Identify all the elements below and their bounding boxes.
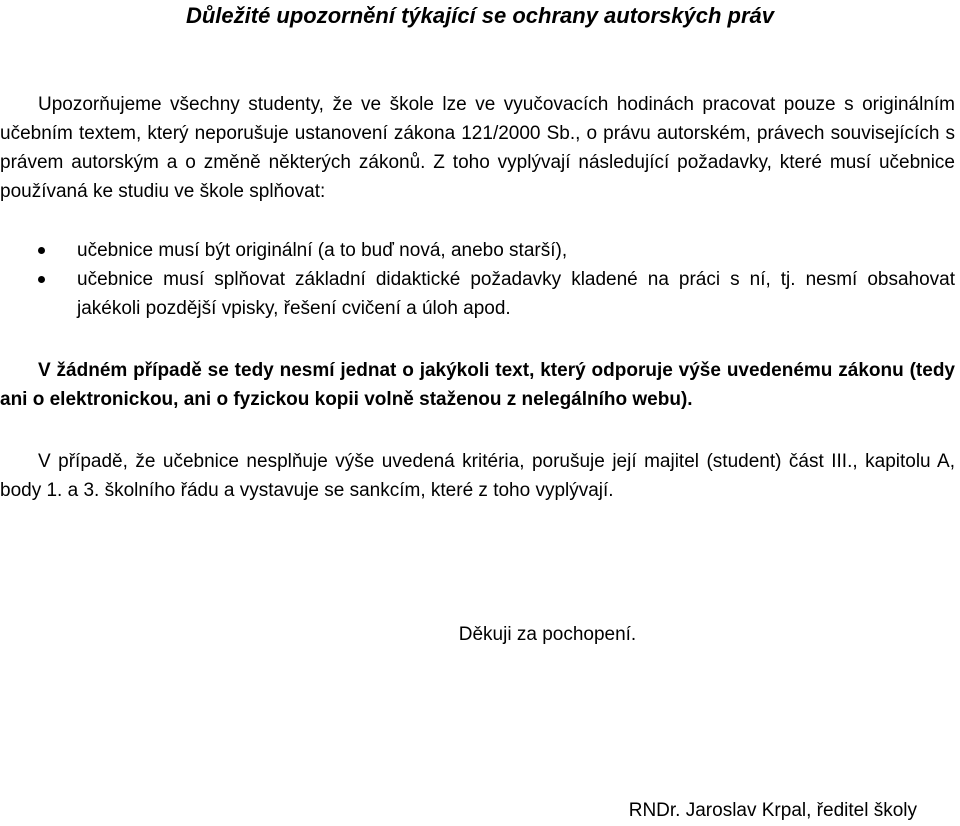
intro-paragraph: Upozorňujeme všechny studenty, že ve škole lze ve vyučovacích hodinách pracovat pouze s originálním učebním textem, který neporušuje ustanovení zákona 121/2000 Sb., o právu autorském, právech souvisejících s právem autorským a o změně některých zákonů. Z toho vyplývají následující požadavky, které musí učebnice používaná ke studiu ve škole splňovat: xyxy=(0,94,955,202)
page-title: Důležité upozornění týkající se ochrany autorských práv xyxy=(185,3,775,28)
bold-warning-paragraph: V žádném případě se tedy nesmí jednat o jakýkoli text, který odporuje výše uvedenému zákonu (tedy ani o elektronickou, ani o fyzickou kopii volně staženou z nelegálního webu). xyxy=(0,360,955,410)
requirement-text: učebnice musí být originální (a to buď nová, anebo starší), xyxy=(77,240,568,261)
requirement-text: učebnice musí splňovat základní didaktické požadavky kladené na práci s ní, tj. nesmí obsahovat jakékoli pozdější vpisky, řešení cvičení a úloh apod. xyxy=(77,269,955,319)
list-item xyxy=(0,265,955,323)
bullet-icon xyxy=(38,247,45,254)
consequence-paragraph: V případě, že učebnice nesplňuje výše uvedená kritéria, porušuje její majitel (student) část III., kapitolu A, body 1. a 3. školního řádu a vystavuje se sankcím, které z toho vyplývají. xyxy=(0,451,955,501)
requirements-list xyxy=(0,236,955,323)
bullet-icon xyxy=(38,276,45,283)
list-item xyxy=(0,236,955,265)
thanks-line: Děkuji za pochopení. xyxy=(458,624,637,645)
signature: RNDr. Jaroslav Krpal, ředitel školy xyxy=(628,800,917,821)
